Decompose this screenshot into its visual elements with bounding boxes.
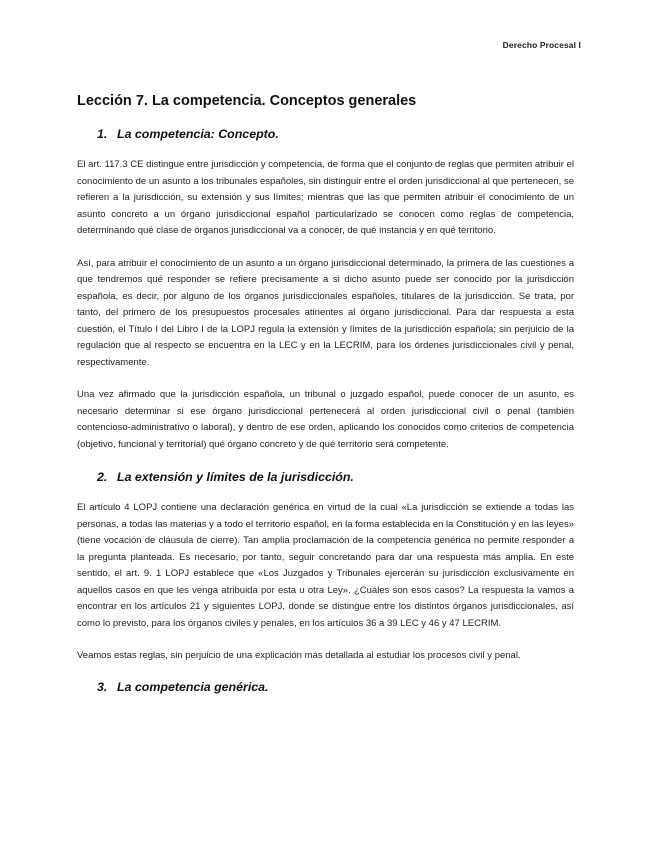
section-number: 2.: [97, 470, 108, 484]
paragraph: Veamos estas reglas, sin perjuicio de una explicación más detallada al estudiar los procesos civil y penal.: [77, 650, 521, 661]
section-title: La competencia: Concepto.: [117, 127, 279, 141]
section-number: 3.: [97, 679, 108, 694]
section-heading-1: [97, 126, 574, 142]
running-header: Derecho Procesal I: [502, 40, 581, 50]
paragraph: Una vez afirmado que la jurisdicción española, un tribunal o juzgado español, puede conocer de un asunto, es necesario determinar si ese órgano jurisdiccional pertenecerá al orden jurisdiccional civil o penal (también contencioso-administrativo o laboral), y dentro de ese orden, aplicando los conocidos como criterios de competencia (objetivo, funcional y territorial) qué órgano concreto y de qué territorio será competente.: [77, 389, 574, 450]
section-heading-3: [97, 679, 574, 695]
page-content: [77, 92, 574, 710]
section-title: La extensión y límites de la jurisdicción.: [117, 470, 354, 484]
paragraph: El artículo 4 LOPJ contiene una declaración genérica en virtud de la cual «La jurisdicción se extiende a todas las personas, a todas las materias y a todo el territorio español, en la forma establecida en la Constitución y en las leyes» (tiene vocación de cláusula de cierre). Tan amplia proclamación de la competencia genérica no permite responder a la pregunta planteada. Es necesario, por tanto, seguir concretando para dar una respuesta más amplia. En este sentido, el art. 9. 1 LOPJ establece que «Los Juzgados y Tribunales ejercerán su jurisdicción exclusivamente en aquellos casos en que les venga atribuida por esta u otra Ley». ¿Cuáles son esos casos? La respuesta la vamos a encontrar en los artículos 21 y siguientes LOPJ, donde se distingue entre los distintos órganos jurisdiccionales, así como lo previsto, para los órganos civiles y penales, en los artículos 36 a 39 LEC y 46 y 47 LECRIM.: [77, 502, 574, 629]
paragraph: Así, para atribuir el conocimiento de un asunto a un órgano jurisdiccional determinado, la primera de las cuestiones a que tendremos qué responder se refiere precisamente a si dicho asunto puede ser conocido por la jurisdicción española, es decir, por alguno de los órganos jurisdiccionales españoles, titulares de la jurisdicción. Se trata, por tanto, del primero de los presupuestos procesales atinentes al órgano jurisdiccional. Para dar respuesta a esta cuestión, el Título I del Libro I de la LOPJ regula la extensión y límites de la jurisdicción española; sin perjuicio de la regulación que al respecto se encuentra en la LEC y en la LECRIM, para los órdenes jurisdiccionales civil y penal, respectivamente.: [77, 257, 574, 368]
section-title: La competencia genérica.: [117, 679, 269, 694]
paragraph: El art. 117.3 CE distingue entre jurisdicción y competencia, de forma que el conjunto de reglas que permiten atribuir el conocimiento de un asunto a los tribunales españoles, sin distinguir entre el orden jurisdiccional al que pertenecen, se refieren a la jurisdicción, su extensión y sus límites; mientras que las que permiten atribuir el conocimiento de un asunto concreto a un órgano jurisdiccional español particularizado se conocen como reglas de competencia, determinando qué clase de órganos jurisdiccional va a conocer, de qué instancia y en qué territorio.: [77, 159, 574, 236]
section-heading-2: [97, 469, 574, 485]
lesson-title: Lección 7. La competencia. Conceptos generales: [77, 93, 417, 109]
section-number: 1.: [97, 127, 108, 141]
